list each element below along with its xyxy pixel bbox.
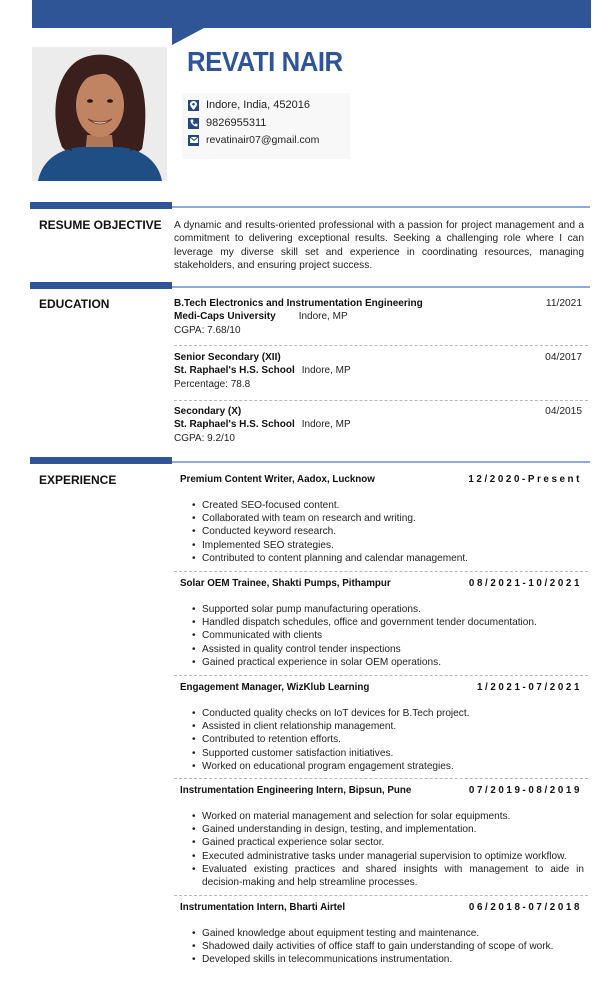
job-title: Solar OEM Trainee, Shakti Pumps, Pithampur [180,578,391,589]
section-title-experience: EXPERIENCE [39,473,117,487]
location-text: Indore, India, 452016 [206,99,310,111]
job-title: Premium Content Writer, Aadox, Lucknow [180,474,375,485]
header-banner [32,0,591,28]
avatar [32,47,167,181]
job-dates: 08/2021-10/2021 [468,578,582,589]
bullet: • Implemented SEO strategies. [192,539,584,552]
bullet: • Conducted quality checks on IoT devices for B.Tech project. [192,707,584,720]
bullet: • Contributed to content planning and calendar management. [192,552,584,565]
bullet: • Supported customer satisfaction initiatives. [192,747,584,760]
section-title-education: EDUCATION [39,297,110,311]
bullet: • Evaluated existing practices and shared insights with management to aide in decision-making and help streamline processes. [192,863,584,889]
bullet: • Assisted in client relationship management. [192,720,584,733]
job-dates: 12/2020-Present [468,474,582,485]
bullet: • Gained practical experience solar sector. [192,836,584,849]
banner-notch [172,28,204,45]
phone-icon [188,118,199,129]
divider-thick [30,282,172,289]
experience-item [180,785,582,889]
bullet: • Communicated with clients [192,629,584,642]
job-bullets [192,499,584,565]
education-date: 11/2021 [545,298,582,309]
education-item [174,297,582,337]
contact-phone [188,117,266,129]
divider-thick [30,457,172,464]
score: Percentage: 78.8 [174,378,251,390]
experience-item [180,474,582,565]
institution: Medi-Caps University [174,311,276,323]
job-bullets [192,603,584,669]
experience-item [180,578,582,669]
degree: Secondary (X) [174,406,242,417]
job-dates: 1/2021-07/2021 [476,682,582,693]
institution: St. Raphael's H.S. School [174,419,295,431]
bullet: • Gained practical experience in solar OEM operations. [192,656,584,669]
score: CGPA: 7.68/10 [174,324,241,336]
job-title: Engagement Manager, WizKlub Learning [180,682,370,693]
job-bullets [192,927,584,967]
bullet: • Developed skills in telecommunications instrumentation. [192,953,584,966]
divider-thin [172,286,590,288]
score: CGPA: 9.2/10 [174,432,235,444]
email-link[interactable]: revatinair07@gmail.com [206,134,320,146]
divider-thin [172,206,590,208]
institution: St. Raphael's H.S. School [174,365,295,377]
experience-item [180,682,582,773]
envelope-icon [188,135,199,146]
dashed-separator [174,895,588,896]
dashed-separator [174,675,588,676]
education-item [174,405,582,445]
degree: Senior Secondary (XII) [174,352,281,363]
education-date: 04/2017 [545,352,582,363]
experience-item [180,902,582,967]
institution-location: Indore, MP [301,365,351,377]
institution-location: Indore, MP [301,419,351,431]
bullet: • Contributed to retention efforts. [192,733,584,746]
job-dates: 07/2019-08/2019 [468,785,582,796]
job-title: Instrumentation Intern, Bharti Airtel [180,902,346,913]
section-title-objective: RESUME OBJECTIVE [39,218,162,232]
job-bullets [192,810,584,889]
degree: B.Tech Electronics and Instrumentation Engineering [174,298,423,309]
institution-location: Indore, MP [298,311,348,323]
contact-location [188,99,310,111]
section-divider [30,282,590,289]
bullet: • Assisted in quality control tender inspections [192,643,584,656]
contact-email [188,134,319,146]
education-item [174,351,582,391]
dashed-separator [174,400,588,401]
bullet: • Gained knowledge about equipment testing and maintenance. [192,927,584,940]
section-divider [30,457,590,464]
phone-text[interactable]: 9826955311 [206,117,267,129]
bullet: • Shadowed daily activities of office staff to gain understanding of scope of work. [192,940,584,953]
bullet: • Collaborated with team on research and writing. [192,512,584,525]
job-bullets [192,707,584,773]
map-pin-icon [188,100,199,111]
bullet: • Handled dispatch schedules, office and government tender documentation. [192,616,584,629]
bullet: • Executed administrative tasks under managerial supervision to optimize workflow. [192,850,584,863]
divider-thick [30,202,172,209]
education-date: 04/2015 [545,406,582,417]
bullet: • Gained understanding in design, testing, and implementation. [192,823,584,836]
candidate-name: REVATI NAIR [187,46,343,77]
bullet: • Created SEO-focused content. [192,499,584,512]
objective-text: A dynamic and results-oriented professional with a passion for project management and a commitment to delivering exceptional results. Seeking a challenging role where I can leverage my diverse skill set and experience in coordinating resources, managing stakeholders, and ensuring project success. [174,220,584,271]
dashed-separator [174,345,588,346]
dashed-separator [174,778,588,779]
section-divider [30,202,590,209]
bullet: • Supported solar pump manufacturing operations. [192,603,584,616]
divider-thin [172,461,590,463]
bullet: • Worked on educational program engagement strategies. [192,760,584,773]
profile-photo [32,47,167,181]
job-dates: 06/2018-07/2018 [468,902,582,913]
bullet: • Worked on material management and selection for solar equipments. [192,810,584,823]
dashed-separator [174,571,588,572]
bullet: • Conducted keyword research. [192,525,584,538]
job-title: Instrumentation Engineering Intern, Bipsun, Pune [180,785,412,796]
